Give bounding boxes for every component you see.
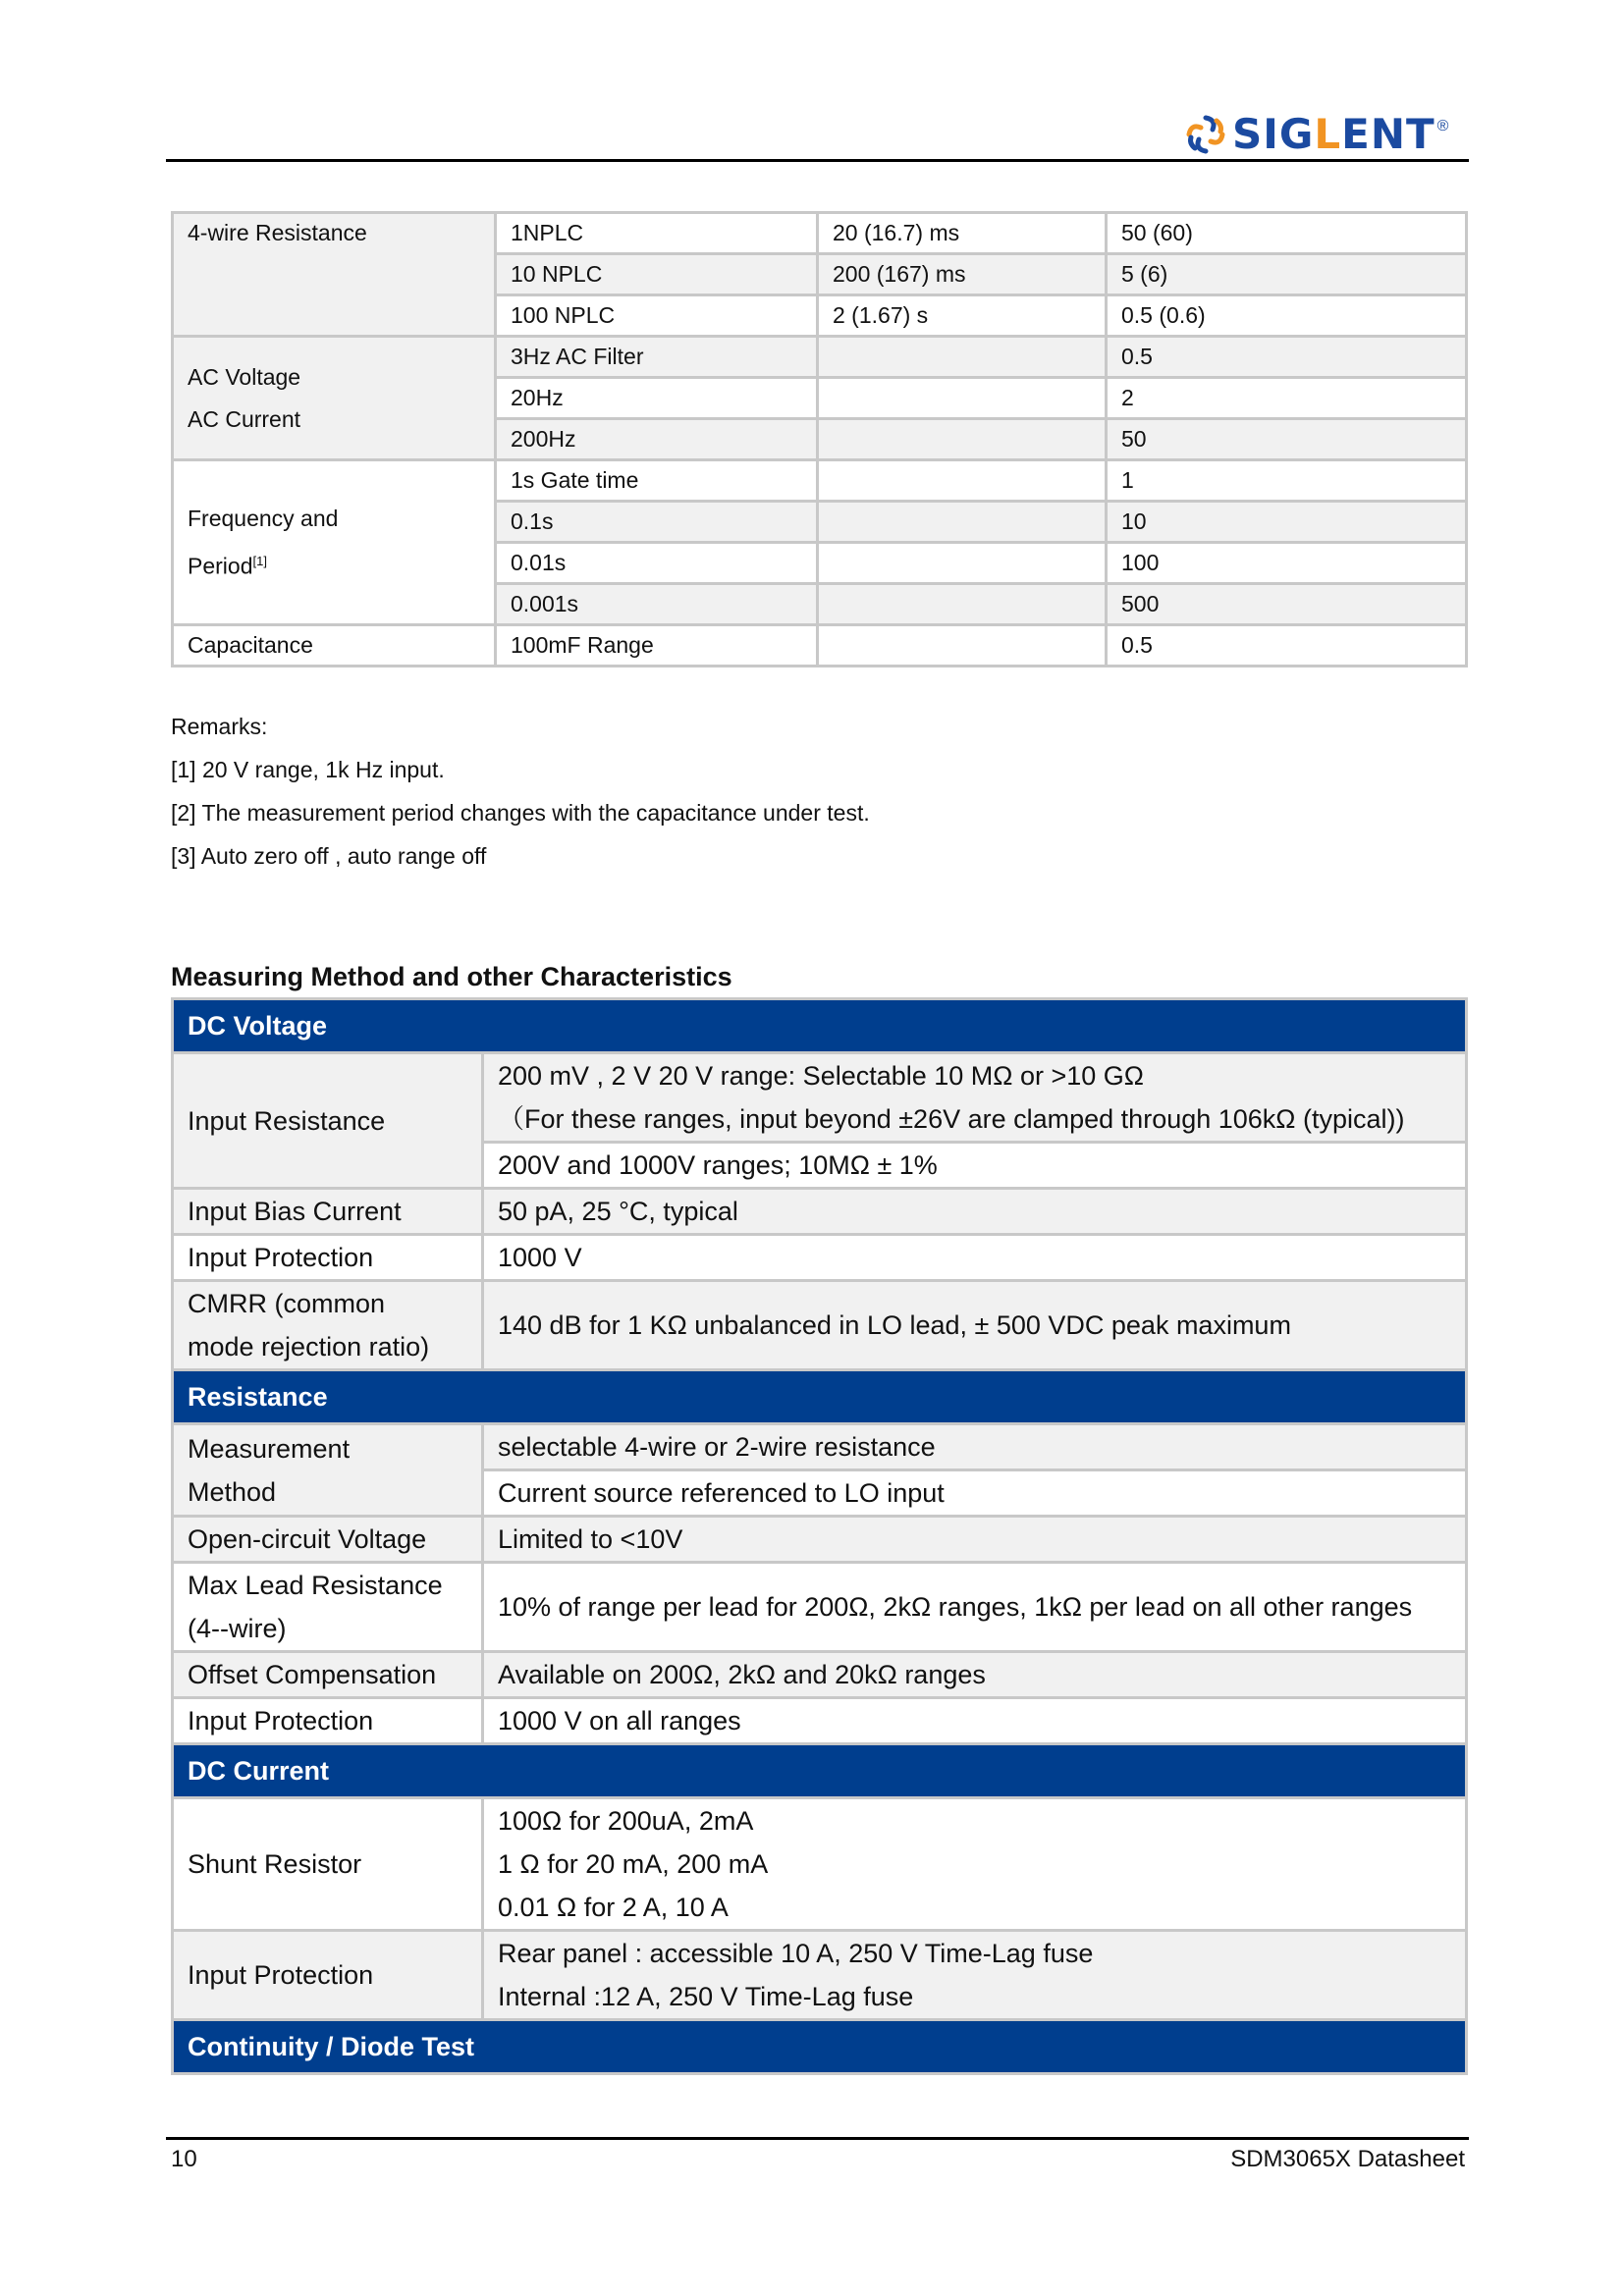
- setting-cell: 200Hz: [496, 419, 818, 460]
- label-line: Measurement: [188, 1433, 351, 1464]
- function-cell: [173, 337, 496, 460]
- rate-cell: 2: [1107, 378, 1467, 419]
- table-row: [173, 460, 1467, 502]
- label-cell: Input Resistance: [173, 1053, 483, 1189]
- brand-name: SIGLENT: [1232, 110, 1435, 158]
- value-line: （For these ranges, input beyond ±26V are clamped through 106kΩ (typical)): [498, 1104, 1405, 1134]
- label-cell: Open-circuit Voltage: [173, 1517, 483, 1563]
- time-cell: 200 (167) ms: [818, 254, 1107, 295]
- rate-cell: 0.5 (0.6): [1107, 295, 1467, 337]
- label-cell: Input Protection: [173, 1235, 483, 1281]
- value-line: Internal :12 A, 250 V Time-Lag fuse: [498, 1982, 914, 2011]
- header-rule: [166, 159, 1469, 162]
- label-cell: Input Protection: [173, 1698, 483, 1744]
- section-header-row: [173, 1744, 1467, 1798]
- rate-cell: 0.5: [1107, 625, 1467, 667]
- remarks: [171, 705, 870, 878]
- table-row: [173, 1652, 1467, 1698]
- table-row: [173, 625, 1467, 667]
- function-text: Period: [188, 553, 253, 579]
- section-header-dc-voltage: DC Voltage: [173, 999, 1467, 1053]
- page-number: 10: [171, 2146, 197, 2172]
- time-cell: [818, 625, 1107, 667]
- time-cell: [818, 543, 1107, 584]
- characteristics-table: [171, 997, 1468, 2075]
- value-cell: 50 pA, 25 °C, typical: [483, 1189, 1467, 1235]
- value-cell: [483, 1798, 1467, 1931]
- setting-cell: 100mF Range: [496, 625, 818, 667]
- footnote-ref: [1]: [252, 554, 267, 569]
- table-row: [173, 1235, 1467, 1281]
- value-cell: Limited to <10V: [483, 1517, 1467, 1563]
- function-line: AC Voltage: [188, 363, 301, 390]
- document-title: SDM3065X Datasheet: [1230, 2146, 1465, 2172]
- table-row: [173, 1281, 1467, 1370]
- label-line: (4--wire): [188, 1614, 287, 1643]
- value-line: 100Ω for 200uA, 2mA: [498, 1806, 754, 1836]
- function-cell: Capacitance: [173, 625, 496, 667]
- setting-cell: 0.1s: [496, 502, 818, 543]
- rate-cell: 100: [1107, 543, 1467, 584]
- section-header-resistance: Resistance: [173, 1370, 1467, 1424]
- label-cell: [173, 1424, 483, 1517]
- time-cell: 20 (16.7) ms: [818, 213, 1107, 254]
- siglent-logo: [1183, 110, 1448, 159]
- time-cell: [818, 502, 1107, 543]
- label-line: mode rejection ratio): [188, 1332, 430, 1362]
- table-row: [173, 1189, 1467, 1235]
- remark-item: [2] The measurement period changes with the capacitance under test.: [171, 800, 870, 826]
- value-cell: 1000 V on all ranges: [483, 1698, 1467, 1744]
- function-cell: 4-wire Resistance: [173, 213, 496, 337]
- siglent-swirl-icon: [1183, 112, 1228, 157]
- value-line: 0.01 Ω for 2 A, 10 A: [498, 1893, 729, 1922]
- time-cell: [818, 584, 1107, 625]
- value-cell: [483, 1931, 1467, 2020]
- remark-item: [1] 20 V range, 1k Hz input.: [171, 757, 445, 782]
- table-row: [173, 1053, 1467, 1143]
- time-cell: [818, 460, 1107, 502]
- label-cell: Input Bias Current: [173, 1189, 483, 1235]
- registered-mark: ®: [1436, 118, 1449, 134]
- value-cell: selectable 4-wire or 2-wire resistance: [483, 1424, 1467, 1470]
- rate-cell: 5 (6): [1107, 254, 1467, 295]
- rate-cell: 1: [1107, 460, 1467, 502]
- value-cell: 10% of range per lead for 200Ω, 2kΩ ranges, 1kΩ per lead on all other ranges: [483, 1563, 1467, 1652]
- value-cell: Current source referenced to LO input: [483, 1470, 1467, 1517]
- table-row: [173, 1931, 1467, 2020]
- table-row: [173, 337, 1467, 378]
- function-cell: [173, 460, 496, 625]
- label-cell: [173, 1281, 483, 1370]
- time-cell: [818, 419, 1107, 460]
- label-line: Method: [188, 1476, 277, 1507]
- label-cell: Shunt Resistor: [173, 1798, 483, 1931]
- reading-rate-table: [171, 211, 1468, 667]
- table-row: [173, 1424, 1467, 1470]
- value-cell: [483, 1053, 1467, 1143]
- label-line: Max Lead Resistance: [188, 1571, 443, 1600]
- setting-cell: 0.001s: [496, 584, 818, 625]
- setting-cell: 20Hz: [496, 378, 818, 419]
- time-cell: [818, 337, 1107, 378]
- setting-cell: 0.01s: [496, 543, 818, 584]
- table-row: [173, 1563, 1467, 1652]
- function-line: Frequency and: [188, 506, 339, 532]
- rate-cell: 10: [1107, 502, 1467, 543]
- value-line: Rear panel : accessible 10 A, 250 V Time-Lag fuse: [498, 1939, 1094, 1968]
- value-cell: 1000 V: [483, 1235, 1467, 1281]
- value-line: 1 Ω for 20 mA, 200 mA: [498, 1849, 769, 1879]
- rate-cell: 50: [1107, 419, 1467, 460]
- section-title: Measuring Method and other Characteristics: [171, 962, 732, 991]
- time-cell: [818, 378, 1107, 419]
- time-cell: 2 (1.67) s: [818, 295, 1107, 337]
- section-header-dc-current: DC Current: [173, 1744, 1467, 1798]
- section-header-row: [173, 999, 1467, 1053]
- table-row: [173, 213, 1467, 254]
- value-cell: 140 dB for 1 KΩ unbalanced in LO lead, ± 500 VDC peak maximum: [483, 1281, 1467, 1370]
- function-line: [188, 540, 480, 588]
- remarks-title: Remarks:: [171, 714, 268, 739]
- rate-cell: 0.5: [1107, 337, 1467, 378]
- label-cell: [173, 1563, 483, 1652]
- label-line: CMRR (common: [188, 1289, 386, 1318]
- section-header-row: [173, 1370, 1467, 1424]
- rate-cell: 500: [1107, 584, 1467, 625]
- table-row: [173, 1698, 1467, 1744]
- setting-cell: 1NPLC: [496, 213, 818, 254]
- setting-cell: 1s Gate time: [496, 460, 818, 502]
- value-cell: 200V and 1000V ranges; 10MΩ ± 1%: [483, 1143, 1467, 1189]
- section-header-continuity: Continuity / Diode Test: [173, 2020, 1467, 2074]
- value-cell: Available on 200Ω, 2kΩ and 20kΩ ranges: [483, 1652, 1467, 1698]
- setting-cell: 10 NPLC: [496, 254, 818, 295]
- footer-rule: [166, 2137, 1469, 2140]
- remark-item: [3] Auto zero off , auto range off: [171, 843, 487, 869]
- table-row: [173, 1517, 1467, 1563]
- setting-cell: 3Hz AC Filter: [496, 337, 818, 378]
- table-row: [173, 1798, 1467, 1931]
- value-line: 200 mV , 2 V 20 V range: Selectable 10 MΩ or >10 GΩ: [498, 1061, 1144, 1091]
- label-cell: Offset Compensation: [173, 1652, 483, 1698]
- section-header-row: [173, 2020, 1467, 2074]
- rate-cell: 50 (60): [1107, 213, 1467, 254]
- label-cell: Input Protection: [173, 1931, 483, 2020]
- function-line: AC Current: [188, 405, 301, 432]
- setting-cell: 100 NPLC: [496, 295, 818, 337]
